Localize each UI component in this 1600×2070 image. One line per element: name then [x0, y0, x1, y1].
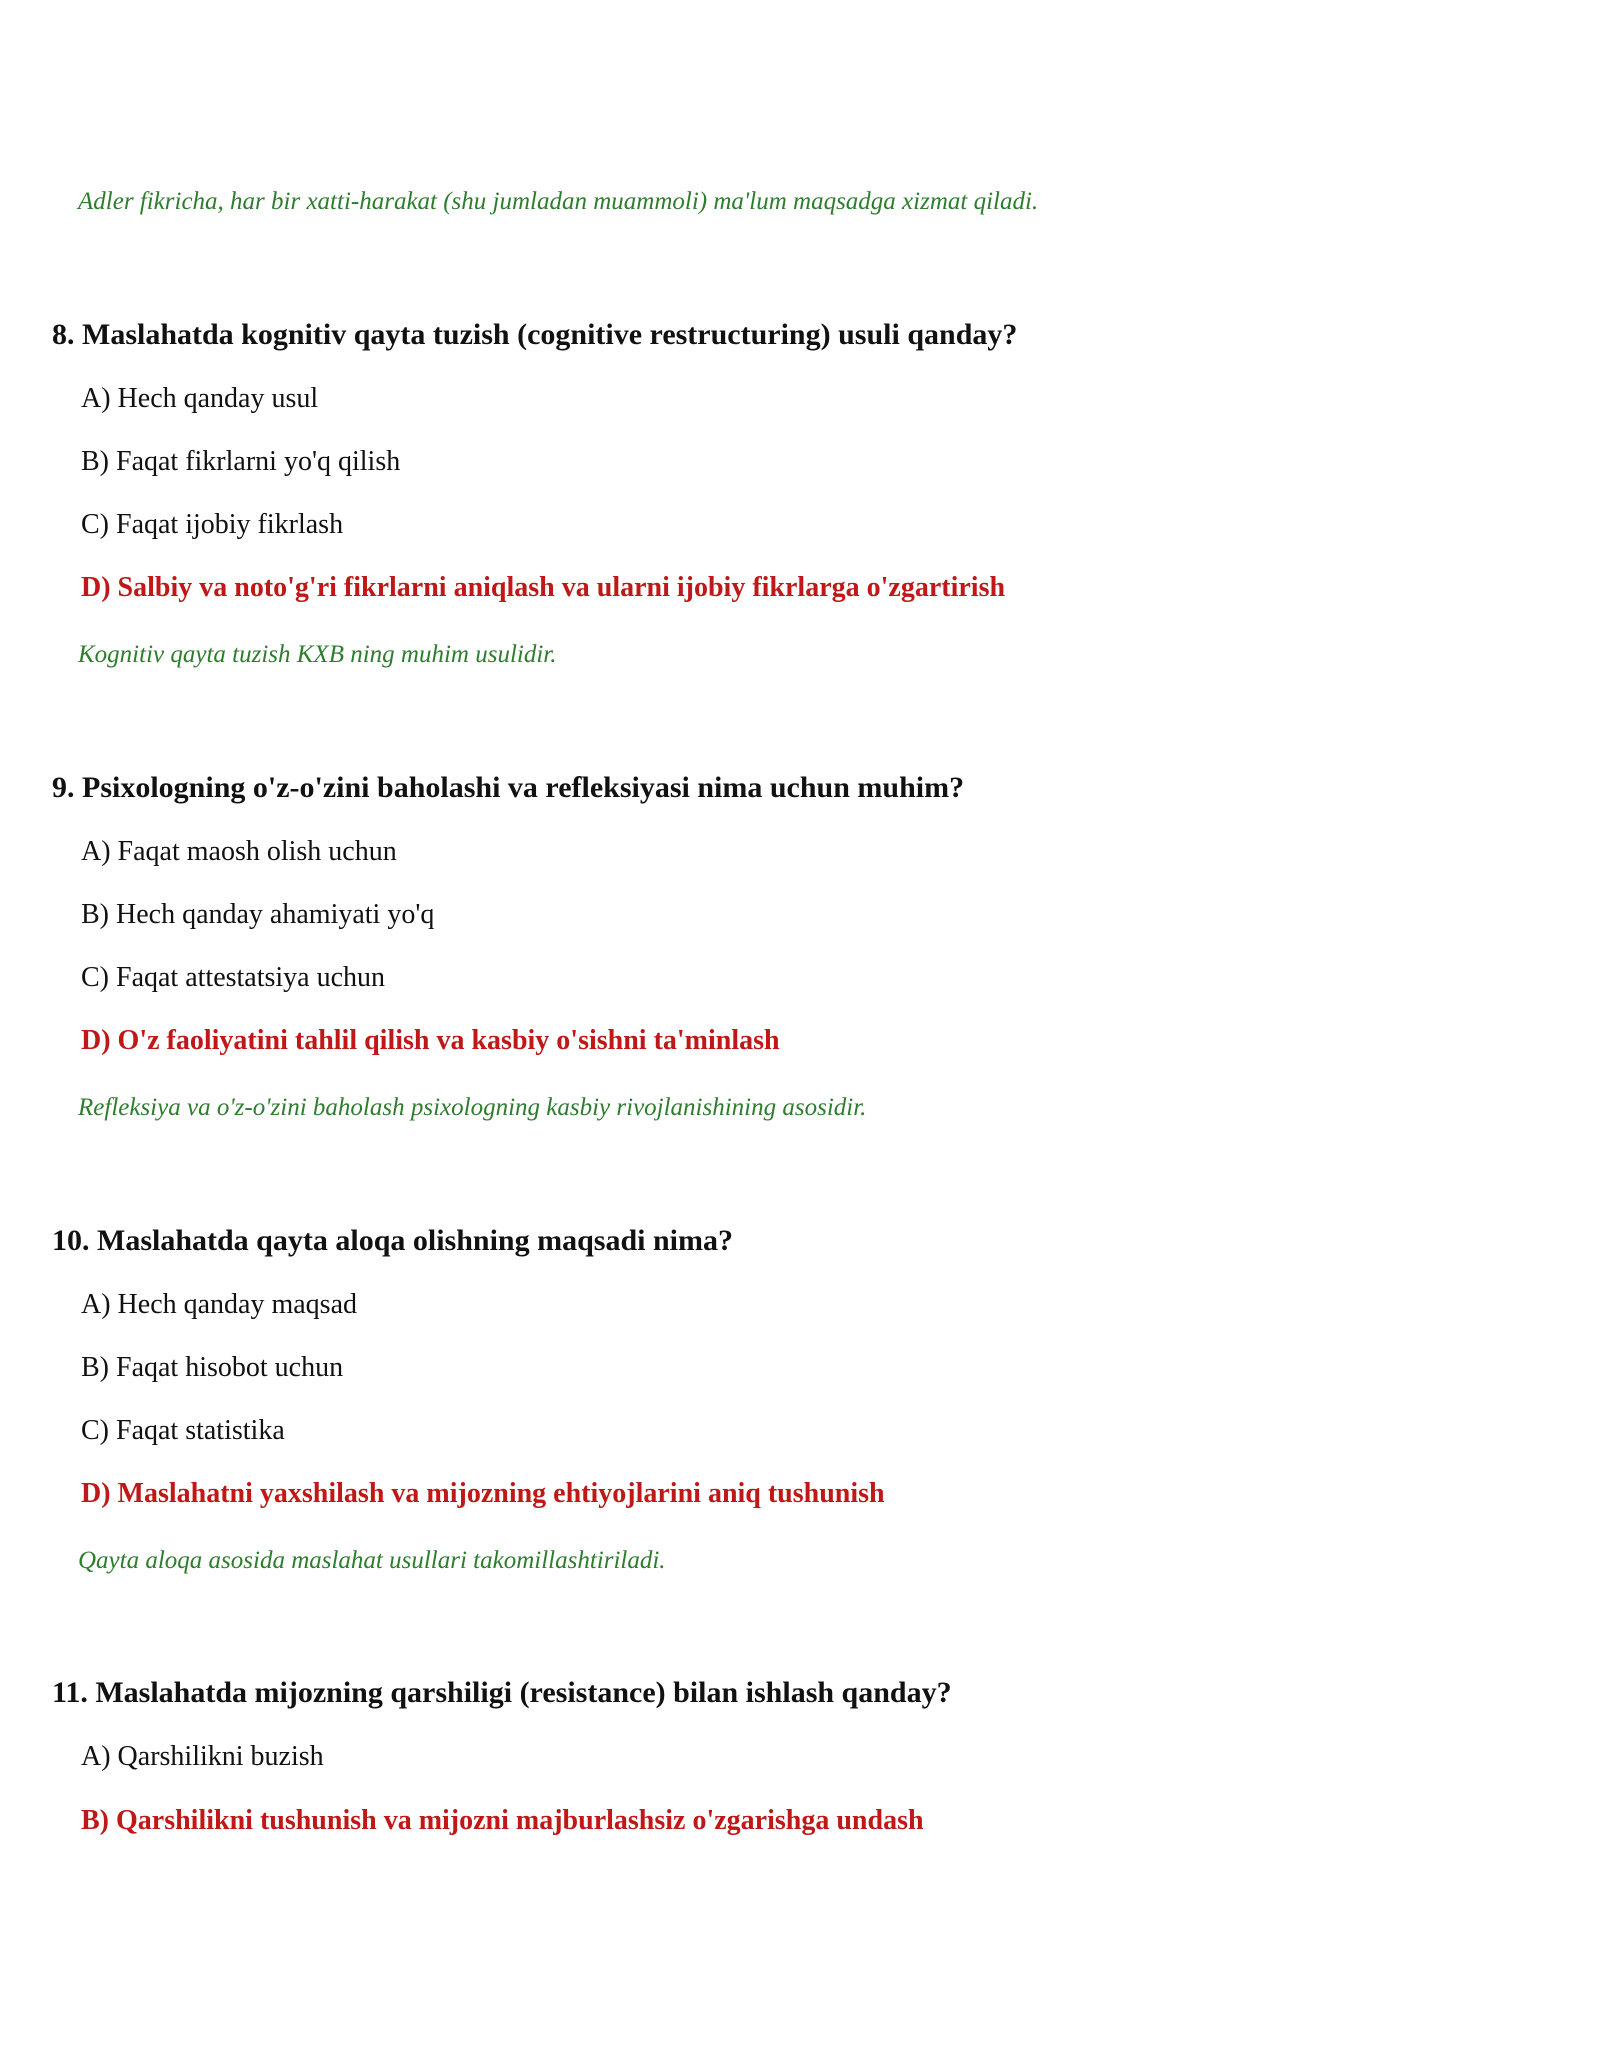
- answer-option: C) Faqat statistika: [81, 1415, 285, 1446]
- answer-option: B) Faqat hisobot uchun: [81, 1352, 344, 1383]
- explanation-note: Refleksiya va o'z-o'zini baholash psixologning kasbiy rivojlanishining asosidir.: [78, 1094, 867, 1121]
- question-title: 8. Maslahatda kognitiv qayta tuzish (cognitive restructuring) usuli qanday?: [52, 318, 1018, 351]
- answer-option: C) Faqat attestatsiya uchun: [81, 962, 386, 993]
- question-title: 10. Maslahatda qayta aloqa olishning maqsadi nima?: [52, 1224, 733, 1257]
- answer-option: A) Hech qanday usul: [81, 383, 319, 414]
- explanation-note: Kognitiv qayta tuzish KXB ning muhim usulidir.: [78, 641, 557, 668]
- question-title: 11. Maslahatda mijozning qarshiligi (resistance) bilan ishlash qanday?: [52, 1676, 952, 1709]
- correct-answer-option: D) Maslahatni yaxshilash va mijozning ehtiyojlarini aniq tushunish: [81, 1478, 885, 1509]
- answer-option: A) Qarshilikni buzish: [81, 1741, 324, 1772]
- answer-option: B) Hech qanday ahamiyati yo'q: [81, 899, 435, 930]
- correct-answer-option: B) Qarshilikni tushunish va mijozni majburlashsiz o'zgarishga undash: [81, 1805, 924, 1836]
- correct-answer-option: D) O'z faoliyatini tahlil qilish va kasbiy o'sishni ta'minlash: [81, 1025, 780, 1056]
- answer-option: B) Faqat fikrlarni yo'q qilish: [81, 446, 401, 477]
- correct-answer-option: D) Salbiy va noto'g'ri fikrlarni aniqlash va ularni ijobiy fikrlarga o'zgartirish: [81, 572, 1006, 603]
- answer-option: C) Faqat ijobiy fikrlash: [81, 509, 344, 540]
- answer-option: A) Faqat maosh olish uchun: [81, 836, 397, 867]
- explanation-note: Qayta aloqa asosida maslahat usullari takomillashtiriladi.: [78, 1547, 666, 1574]
- answer-option: A) Hech qanday maqsad: [81, 1289, 358, 1320]
- intro-note: Adler fikricha, har bir xatti-harakat (shu jumladan muammoli) ma'lum maqsadga xizmat qiladi.: [78, 188, 1039, 215]
- question-title: 9. Psixologning o'z-o'zini baholashi va refleksiyasi nima uchun muhim?: [52, 771, 965, 804]
